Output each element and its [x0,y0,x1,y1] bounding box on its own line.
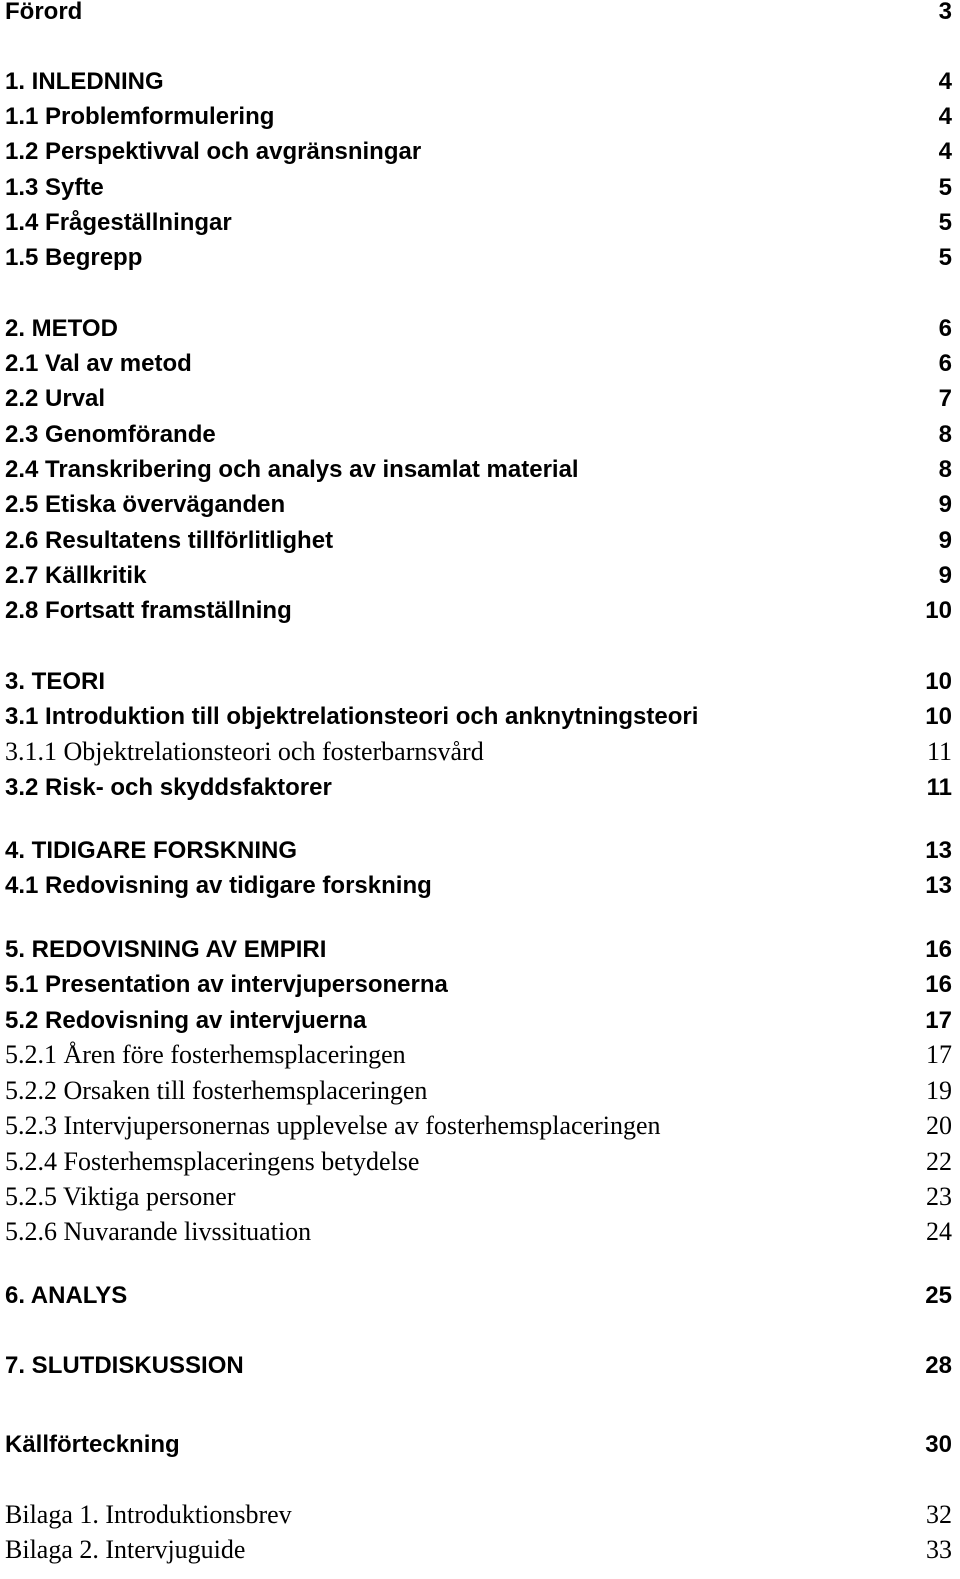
toc-entry-kallforteckning[interactable] [5,1433,952,1457]
toc-entry-label: 1.2 Perspektivval och avgränsningar [5,138,422,165]
toc-entry-page: 6 [938,350,952,377]
toc-entry-5-2-4[interactable] [5,1149,952,1175]
toc-entry-label: 5.2.3 Intervjupersonernas upplevelse av fosterhemsplaceringen [5,1111,661,1140]
toc-entry-1-1[interactable] [5,105,952,129]
toc-entry-label: 2. METOD [5,315,118,342]
toc-entry-page: 9 [938,562,952,589]
toc-entry-page: 33 [926,1535,952,1564]
toc-entry-page: 10 [925,703,952,730]
toc-entry-label: 5.2.1 Åren före fosterhemsplaceringen [5,1040,406,1069]
toc-entry-page: 23 [926,1182,952,1211]
toc-entry-bilaga-2[interactable] [5,1537,952,1563]
toc-entry-2-6[interactable] [5,529,952,553]
toc-entry-label: 2.6 Resultatens tillförlitlighet [5,527,334,554]
toc-entry-2-1[interactable] [5,352,952,376]
toc-entry-5-2-1[interactable] [5,1042,952,1068]
toc-entry-page: 8 [938,421,952,448]
toc-entry-label: 1.5 Begrepp [5,244,143,271]
toc-entry-label: 2.3 Genomförande [5,421,216,448]
toc-entry-label: 5.2.4 Fosterhemsplaceringens betydelse [5,1147,420,1176]
toc-entry-5-2-2[interactable] [5,1078,952,1104]
toc-entry-1-3[interactable] [5,176,952,200]
toc-entry-page: 11 [926,774,952,801]
toc-entry-label: 5. REDOVISNING AV EMPIRI [5,936,327,963]
toc-entry-label: 4.1 Redovisning av tidigare forskning [5,872,432,899]
toc-entry-label: 3.1.1 Objektrelationsteori och fosterbarnsvård [5,737,484,766]
toc-entry-7[interactable] [5,1354,952,1378]
toc-entry-page: 30 [925,1431,952,1458]
toc-entry-label: Källförteckning [5,1431,180,1458]
toc-entry-page: 6 [938,315,952,342]
toc-entry-label: 5.2 Redovisning av intervjuerna [5,1007,367,1034]
toc-entry-page: 32 [926,1500,952,1529]
toc-entry-1-5[interactable] [5,246,952,270]
toc-entry-page: 17 [926,1040,952,1069]
toc-entry-4[interactable] [5,839,952,863]
toc-entry-5[interactable] [5,938,952,962]
toc-entry-6[interactable] [5,1284,952,1308]
toc-entry-page: 5 [938,244,952,271]
toc-entry-page: 16 [925,971,952,998]
toc-entry-3-1-1[interactable] [5,739,952,765]
toc-entry-label: 1.1 Problemformulering [5,103,275,130]
toc-entry-page: 24 [926,1217,952,1246]
toc-entry-label: 1. INLEDNING [5,68,164,95]
toc-entry-label: Bilaga 1. Introduktionsbrev [5,1500,292,1529]
toc-entry-2-2[interactable] [5,387,952,411]
toc-entry-4-1[interactable] [5,874,952,898]
toc-entry-page: 19 [926,1076,952,1105]
toc-entry-label: 2.2 Urval [5,385,106,412]
toc-entry-label: 4. TIDIGARE FORSKNING [5,837,298,864]
toc-entry-label: 1.4 Frågeställningar [5,209,232,236]
toc-entry-page: 8 [938,456,952,483]
toc-entry-page: 4 [938,138,952,165]
toc-entry-page: 13 [925,837,952,864]
toc-entry-label: 1.3 Syfte [5,174,104,201]
toc-entry-page: 9 [938,527,952,554]
toc-entry-label: 2.8 Fortsatt framställning [5,597,292,624]
toc-entry-label: 6. ANALYS [5,1282,128,1309]
toc-entry-2-4[interactable] [5,458,952,482]
toc-entry-2-3[interactable] [5,423,952,447]
toc-entry-3-1[interactable] [5,705,952,729]
toc-entry-label: 5.2.5 Viktiga personer [5,1182,236,1211]
toc-entry-label: 2.5 Etiska överväganden [5,491,286,518]
toc-entry-label: 2.1 Val av metod [5,350,192,377]
toc-entry-3-2[interactable] [5,776,952,800]
toc-entry-1-4[interactable] [5,211,952,235]
toc-entry-5-2[interactable] [5,1009,952,1033]
toc-entry-page: 17 [925,1007,952,1034]
toc-entry-label: 7. SLUTDISKUSSION [5,1352,244,1379]
toc-entry-label: 5.2.6 Nuvarande livssituation [5,1217,312,1246]
toc-entry-page: 22 [926,1147,952,1176]
toc-entry-page: 10 [925,597,952,624]
toc-entry-page: 13 [925,872,952,899]
toc-entry-page: 4 [938,68,952,95]
toc-entry-page: 9 [938,491,952,518]
toc-entry-page: 20 [926,1111,952,1140]
toc-entry-page: 5 [938,174,952,201]
toc-entry-1[interactable] [5,70,952,94]
toc-entry-5-2-3[interactable] [5,1113,952,1139]
toc-entry-label: Bilaga 2. Intervjuguide [5,1535,246,1564]
toc-entry-page: 11 [926,737,952,766]
toc-entry-2-5[interactable] [5,493,952,517]
toc-entry-label: Förord [5,0,83,25]
toc-entry-bilaga-1[interactable] [5,1502,952,1528]
toc-entry-label: 2.4 Transkribering och analys av insamlat material [5,456,579,483]
toc-entry-2-8[interactable] [5,599,952,623]
toc-entry-label: 5.2.2 Orsaken till fosterhemsplaceringen [5,1076,428,1105]
toc-entry-label: 5.1 Presentation av intervjupersonerna [5,971,448,998]
toc-entry-forord[interactable] [5,0,952,24]
toc-entry-page: 16 [925,936,952,963]
toc-entry-label: 3. TEORI [5,668,106,695]
toc-entry-5-2-6[interactable] [5,1219,952,1245]
toc-entry-5-1[interactable] [5,973,952,997]
toc-entry-5-2-5[interactable] [5,1184,952,1210]
toc-entry-2-7[interactable] [5,564,952,588]
toc-entry-label: 3.2 Risk- och skyddsfaktorer [5,774,332,801]
toc-entry-page: 10 [925,668,952,695]
toc-entry-label: 3.1 Introduktion till objektrelationsteori och anknytningsteori [5,703,699,730]
toc-entry-1-2[interactable] [5,140,952,164]
toc-entry-page: 3 [938,0,952,25]
toc-entry-3[interactable] [5,670,952,694]
toc-entry-page: 4 [938,103,952,130]
toc-entry-page: 25 [925,1282,952,1309]
toc-entry-page: 7 [938,385,952,412]
toc-entry-2[interactable] [5,317,952,341]
toc-entry-page: 28 [925,1352,952,1379]
toc-entry-page: 5 [938,209,952,236]
toc-entry-label: 2.7 Källkritik [5,562,147,589]
